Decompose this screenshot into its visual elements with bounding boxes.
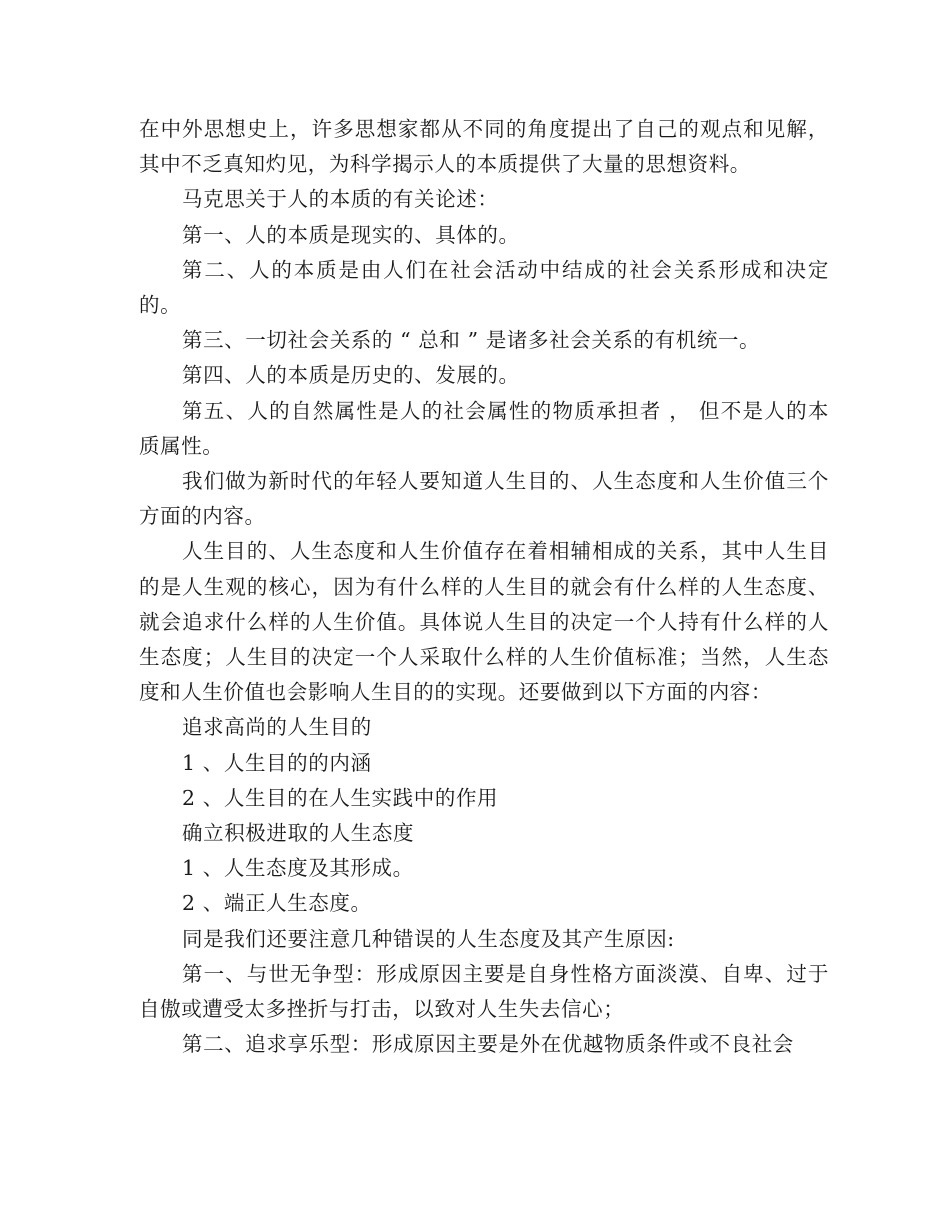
paragraph-9: 人生目的、人生态度和人生价值存在着相辅相成的关系，其中人生目的是人生观的核心，因为有什么样的人生目的就会有什么样的人生态度、就会追求什么样的人生价值。具体说人生目的决定一个人持有什么样的人生态度；人生目的决定一个人采取什么样的人生价值标准；当然，人生态度和人生价值也会影响人生目的的实现。还要做到以下方面的内容： <box>139 539 829 705</box>
paragraph-15: 2 、端正人生态度。 <box>182 891 372 916</box>
paragraph-18: 第二、追求享乐型：形成原因主要是外在优越物质条件或不良社会 <box>182 1032 794 1057</box>
paragraph-6: 第四、人的本质是历史的、发展的。 <box>182 363 520 388</box>
paragraph-5: 第三、一切社会关系的 “ 总和 ” 是诸多社会关系的有机统一。 <box>182 328 761 353</box>
paragraph-10: 追求高尚的人生目的 <box>182 715 372 740</box>
paragraph-17: 第一、与世无争型：形成原因主要是自身性格方面淡漠、自卑、过于自傲或遭受太多挫折与打击，以致对人生失去信心； <box>139 961 829 1022</box>
paragraph-4: 第二、人的本质是由人们在社会活动中结成的社会关系形成和决定的。 <box>139 257 829 318</box>
document-body <box>139 112 829 1062</box>
paragraph-11: 1 、人生目的的内涵 <box>182 750 372 775</box>
paragraph-16: 同是我们还要注意几种错误的人生态度及其产生原因: <box>182 926 675 951</box>
paragraph-14: 1 、人生态度及其形成。 <box>182 856 414 881</box>
paragraph-1: 在中外思想史上，许多思想家都从不同的角度提出了自己的观点和见解，其中不乏真知灼见，为科学揭示人的本质提供了大量的思想资料。 <box>139 117 829 177</box>
paragraph-2: 马克思关于人的本质的有关论述： <box>182 187 499 212</box>
paragraph-3: 第一、人的本质是现实的、具体的。 <box>182 222 520 247</box>
paragraph-7: 第五、人的自然属性是人的社会属性的物质承担者 ， 但不是人的本质属性。 <box>139 398 829 458</box>
paragraph-13: 确立积极进取的人生态度 <box>182 821 415 846</box>
paragraph-12: 2 、人生目的在人生实践中的作用 <box>182 785 499 810</box>
paragraph-8: 我们做为新时代的年轻人要知道人生目的、人生态度和人生价值三个方面的内容。 <box>139 469 829 529</box>
